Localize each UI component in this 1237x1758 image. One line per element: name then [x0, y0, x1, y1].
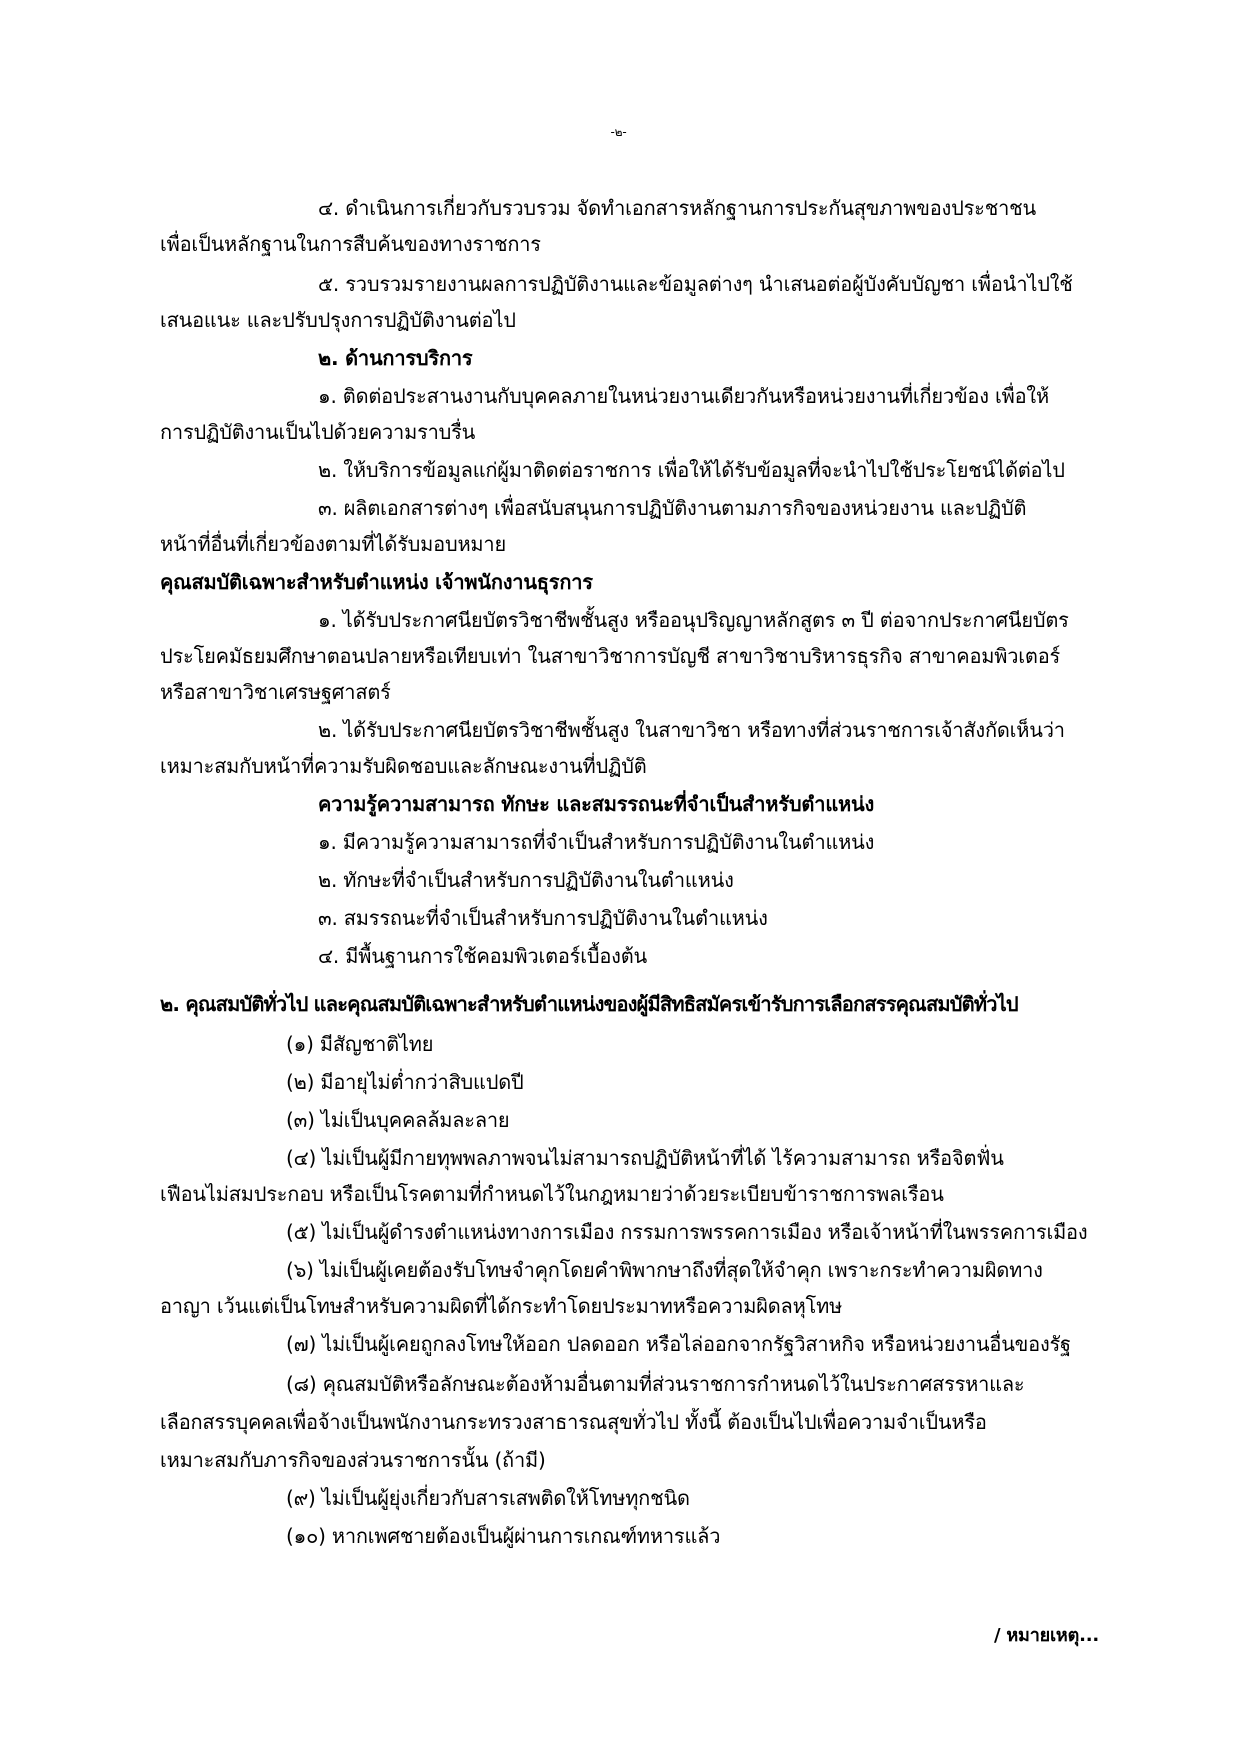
- service-item-1-line2: การปฏิบัติงานเป็นไปด้วยความราบรื่น: [160, 420, 476, 444]
- admin-item-5-line1: ๕. รวบรวมรายงานผลการปฏิบัติงานและข้อมูลต่างๆ นำเสนอต่อผู้บังคับบัญชา เพื่อนำไปใช้: [318, 272, 1073, 296]
- general-item-7: (๗) ไม่เป็นผู้เคยถูกลงโทษให้ออก ปลดออก หรือไล่ออกจากรัฐวิสาหกิจ หรือหน่วยงานอื่นของรัฐ: [286, 1332, 1071, 1356]
- competency-item-2: ๒. ทักษะที่จำเป็นสำหรับการปฏิบัติงานในตำแหน่ง: [318, 868, 734, 892]
- page-number: -๒-: [610, 125, 627, 139]
- general-item-8-line2: เลือกสรรบุคคลเพื่อจ้างเป็นพนักงานกระทรวงสาธารณสุขทั่วไป ทั้งนี้ ต้องเป็นไปเพื่อความจำเป็นหรือ: [160, 1410, 987, 1434]
- general-item-4-line1: (๔) ไม่เป็นผู้มีกายทุพพลภาพจนไม่สามารถปฏิบัติหน้าที่ได้ ไร้ความสามารถ หรือจิตฟั่น: [286, 1146, 1004, 1170]
- general-item-6-line2: อาญา เว้นแต่เป็นโทษสำหรับความผิดที่ได้กระทำโดยประมาทหรือความผิดลหุโทษ: [160, 1294, 843, 1318]
- admin-item-5-line2: เสนอแนะ และปรับปรุงการปฏิบัติงานต่อไป: [160, 308, 516, 332]
- qualification-item-2-line2: เหมาะสมกับหน้าที่ความรับผิดชอบและลักษณะงานที่ปฏิบัติ: [160, 754, 647, 778]
- general-item-8-line3: เหมาะสมกับภารกิจของส่วนราชการนั้น (ถ้ามี): [160, 1448, 546, 1472]
- general-item-5: (๕) ไม่เป็นผู้ดำรงตำแหน่งทางการเมือง กรรมการพรรคการเมือง หรือเจ้าหน้าที่ในพรรคการเมือง: [286, 1220, 1088, 1244]
- service-item-1-line1: ๑. ติดต่อประสานงานกับบุคคลภายในหน่วยงานเดียวกันหรือหน่วยงานที่เกี่ยวข้อง เพื่อให้: [318, 384, 1049, 408]
- service-heading: ๒. ด้านการบริการ: [318, 346, 473, 370]
- competencies-heading: ความรู้ความสามารถ ทักษะ และสมรรถนะที่จำเป็นสำหรับตำแหน่ง: [318, 792, 875, 816]
- competency-item-4: ๔. มีพื้นฐานการใช้คอมพิวเตอร์เบื้องต้น: [318, 944, 647, 968]
- admin-item-4-line1: ๔. ดำเนินการเกี่ยวกับรวบรวม จัดทำเอกสารหลักฐานการประกันสุขภาพของประชาชน: [318, 196, 1036, 220]
- qualification-item-1-line2: ประโยคมัธยมศึกษาตอนปลายหรือเทียบเท่า ในสาขาวิชาการบัญชี สาขาวิชาบริหารธุรกิจ สาขาคอมพิวเตอร์: [160, 644, 1061, 668]
- service-item-2: ๒. ให้บริการข้อมูลแก่ผู้มาติดต่อราชการ เพื่อให้ได้รับข้อมูลที่จะนำไปใช้ประโยชน์ได้ต่อไป: [318, 458, 1065, 482]
- general-item-10: (๑๐) หากเพศชายต้องเป็นผู้ผ่านการเกณฑ์ทหารแล้ว: [286, 1524, 721, 1548]
- general-item-6-line1: (๖) ไม่เป็นผู้เคยต้องรับโทษจำคุกโดยคำพิพากษาถึงที่สุดให้จำคุก เพราะกระทำความผิดทาง: [286, 1258, 1043, 1282]
- general-item-3: (๓) ไม่เป็นบุคคลล้มละลาย: [286, 1108, 510, 1132]
- qualifications-heading: คุณสมบัติเฉพาะสำหรับตำแหน่ง เจ้าพนักงานธุรการ: [160, 570, 593, 594]
- general-item-2: (๒) มีอายุไม่ต่ำกว่าสิบแปดปี: [286, 1070, 524, 1094]
- service-item-3-line1: ๓. ผลิตเอกสารต่างๆ เพื่อสนับสนุนการปฏิบัติงานตามภารกิจของหน่วยงาน และปฏิบัติ: [318, 496, 1027, 520]
- service-item-3-line2: หน้าที่อื่นที่เกี่ยวข้องตามที่ได้รับมอบหมาย: [160, 532, 506, 556]
- competency-item-1: ๑. มีความรู้ความสามารถที่จำเป็นสำหรับการปฏิบัติงานในตำแหน่ง: [318, 830, 875, 854]
- general-item-9: (๙) ไม่เป็นผู้ยุ่งเกี่ยวกับสารเสพติดให้โทษทุกชนิด: [286, 1486, 690, 1510]
- qualification-item-1-line3: หรือสาขาวิชาเศรษฐศาสตร์: [160, 680, 391, 704]
- admin-item-4-line2: เพื่อเป็นหลักฐานในการสืบค้นของทางราชการ: [160, 232, 541, 256]
- competency-item-3: ๓. สมรรถนะที่จำเป็นสำหรับการปฏิบัติงานในตำแหน่ง: [318, 906, 768, 930]
- qualification-item-1-line1: ๑. ได้รับประกาศนียบัตรวิชาชีพชั้นสูง หรืออนุปริญญาหลักสูตร ๓ ปี ต่อจากประกาศนียบัตร: [318, 608, 1069, 632]
- general-item-4-line2: เฟือนไม่สมประกอบ หรือเป็นโรคตามที่กำหนดไว้ในกฎหมายว่าด้วยระเบียบข้าราชการพลเรือน: [160, 1182, 944, 1206]
- continuation-note: / หมายเหตุ...: [993, 1625, 1099, 1646]
- general-item-8-line1: (๘) คุณสมบัติหรือลักษณะต้องห้ามอื่นตามที่ส่วนราชการกำหนดไว้ในประกาศสรรหาและ: [286, 1372, 1025, 1396]
- qualification-item-2-line1: ๒. ได้รับประกาศนียบัตรวิชาชีพชั้นสูง ในสาขาวิชา หรือทางที่ส่วนราชการเจ้าสังกัดเห็นว่า: [318, 718, 1065, 742]
- general-qualifications-heading: ๒. คุณสมบัติทั่วไป และคุณสมบัติเฉพาะสำหรับตำแหน่งของผู้มีสิทธิสมัครเข้ารับการเลือกสรรคุณสมบัติทั่วไป: [160, 992, 1018, 1016]
- general-item-1: (๑) มีสัญชาติไทย: [286, 1032, 434, 1056]
